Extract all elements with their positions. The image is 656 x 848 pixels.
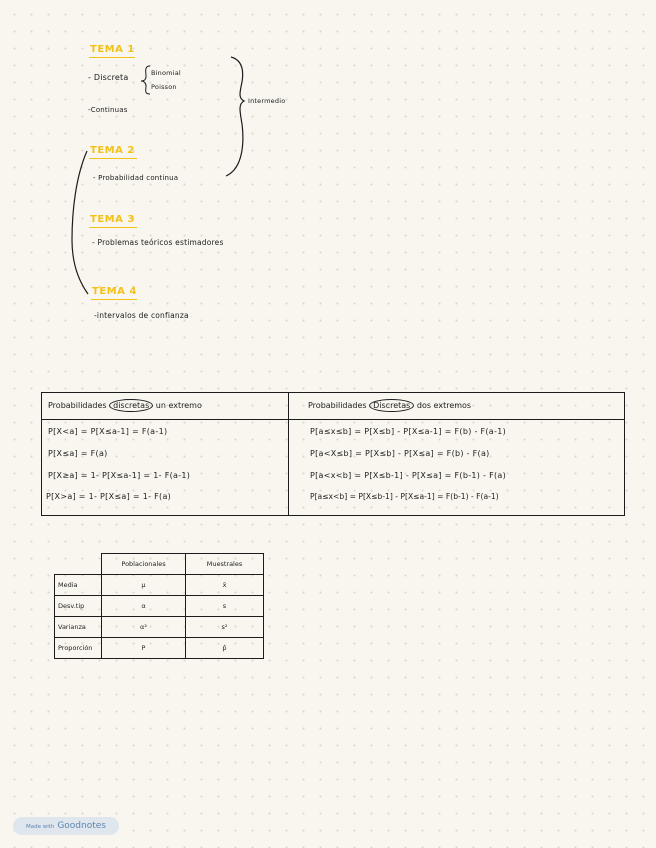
pop-value: μ [102,575,186,596]
pop-value: α² [102,617,186,638]
left-row: P[X>a] = 1- P[X≤a] = 1- F(a) [46,492,172,501]
probability-table-left-column [42,393,289,515]
sample-value: s² [186,617,264,638]
statistics-header-row [55,554,264,575]
tema-3-title: TEMA 3 [90,214,135,225]
right-header-tail: dos extremos [416,401,472,410]
probability-table-right-column [288,393,624,515]
made-with-goodnotes-badge[interactable] [13,817,119,835]
right-row: P[a≤x<b] = P[X≤b-1] - P[X≤a-1] = F(b-1) - F(a-1) [310,492,499,501]
right-row: P[a<x<b] = P[X≤b-1] - P[X≤a] = F(b-1) - F(a) [310,471,507,480]
left-header-divider [42,419,288,420]
tema-2-item: - Probabilidad continua [93,174,179,182]
tema-1-subitem-binomial: Binomial [151,69,181,77]
table-row [55,575,264,596]
pop-value: α [102,596,186,617]
tema-1-subitem-poisson: Poisson [151,83,177,91]
row-label: Media [55,575,102,596]
sample-value: x̄ [186,575,264,596]
badge-prefix: Made with [26,824,55,830]
right-header-circled-word: Discretas [369,399,414,412]
table-row [55,617,264,638]
tema-4-item: -intervalos de confianza [94,311,189,320]
curly-brace-large [226,57,244,176]
left-row: P[X<a] = P[X≤a-1] = F(a-1) [48,427,168,436]
left-row: P[X≥a] = 1- P[X≤a-1] = 1- F(a-1) [48,471,191,480]
table-row [55,596,264,617]
left-header-tail: un extremo [155,401,202,410]
left-row: P[X≤a] = F(a) [48,449,108,458]
statistics-corner-cell [55,554,102,575]
probability-table [41,392,625,516]
tema-2-title: TEMA 2 [90,145,135,156]
row-label: Proporción [55,638,102,659]
tema-4-title: TEMA 4 [92,286,137,297]
left-header-word: Probabilidades [48,401,107,410]
row-label: Desv.tip [55,596,102,617]
left-bracket-line [72,151,88,294]
right-header-word: Probabilidades [308,401,367,410]
table-row [55,638,264,659]
tema-1-item-discreta: - Discreta [88,73,129,82]
sample-value: s [186,596,264,617]
row-label: Varianza [55,617,102,638]
header-poblacionales: Poblacionales [102,554,186,575]
right-row: P[a≤x≤b] = P[X≤b] - P[X≤a-1] = F(b) - F(a-1) [310,427,507,436]
right-header-divider [288,419,624,420]
left-header-circled-word: discretas [109,399,153,412]
tema-3-item: - Problemas teóricos estimadores [92,238,224,247]
statistics-table [54,553,264,659]
left-header [48,401,202,410]
badge-brand: Goodnotes [57,821,106,831]
curly-brace-small [141,66,150,94]
right-row: P[a<X≤b] = P[X≤b] - P[X≤a] = F(b) - F(a) [310,449,490,458]
sample-value: p̂ [186,638,264,659]
header-muestrales: Muestrales [186,554,264,575]
tema-1-item-continuas: -Continuas [88,106,128,114]
tema-1-title: TEMA 1 [90,44,135,55]
pop-value: P [102,638,186,659]
brace-label: Intermedio [248,97,286,105]
right-header [308,401,471,410]
